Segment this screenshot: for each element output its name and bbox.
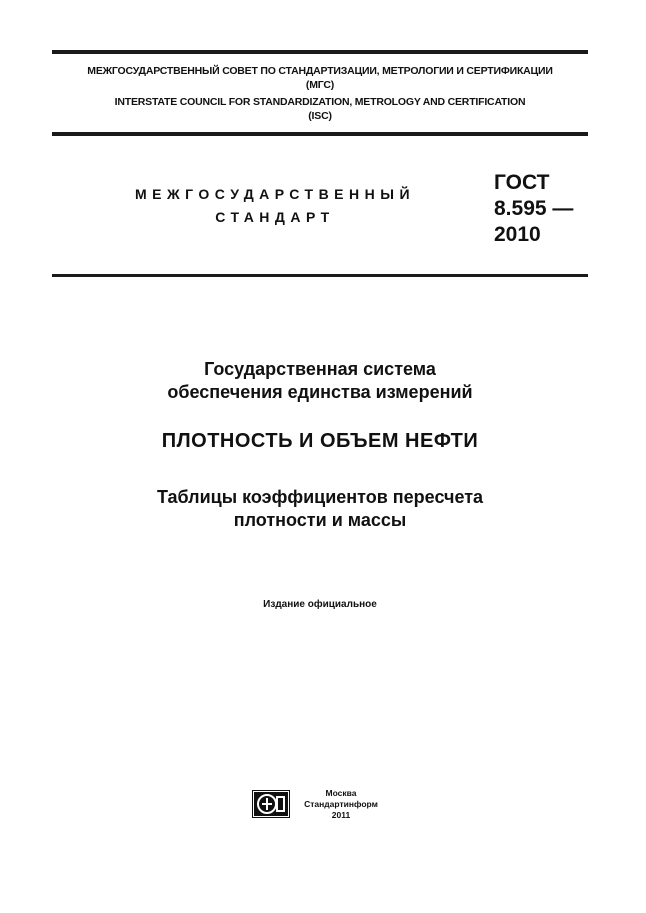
- gost-year: 2010: [494, 223, 541, 246]
- interstate-label: МЕЖГОСУДАРСТВЕННЫЙ: [134, 186, 416, 202]
- council-name-ru: МЕЖГОСУДАРСТВЕННЫЙ СОВЕТ ПО СТАНДАРТИЗАЦИИ, МЕТРОЛОГИИ И СЕРТИФИКАЦИИ: [87, 65, 553, 77]
- header-bottom-rule: [52, 132, 588, 136]
- designation-rule: [52, 274, 588, 277]
- publisher-year: 2011: [331, 810, 351, 820]
- standartinform-logo-icon: [252, 790, 290, 818]
- system-title-line2: обеспечения единства измерений: [167, 382, 473, 402]
- publisher-city: Москва: [325, 788, 357, 798]
- council-name-en: INTERSTATE COUNCIL FOR STANDARDIZATION, METROLOGY AND CERTIFICATION: [114, 96, 526, 108]
- standard-label: СТАНДАРТ: [215, 209, 335, 225]
- top-rule: [52, 50, 588, 54]
- council-abbr-ru: (МГС): [305, 79, 335, 91]
- gost-number: 8.595 —: [494, 197, 574, 220]
- system-title-line1: Государственная система: [204, 359, 436, 379]
- subtitle-line2: плотности и массы: [233, 510, 407, 530]
- main-title: ПЛОТНОСТЬ И ОБЪЕМ НЕФТИ: [161, 430, 479, 452]
- subtitle-line1: Таблицы коэффициентов пересчета: [156, 487, 484, 507]
- gost-label: ГОСТ: [494, 171, 550, 194]
- publisher-name: Стандартинформ: [304, 799, 378, 809]
- council-abbr-en: (ISC): [308, 110, 332, 122]
- edition-label: Издание официальное: [263, 599, 377, 610]
